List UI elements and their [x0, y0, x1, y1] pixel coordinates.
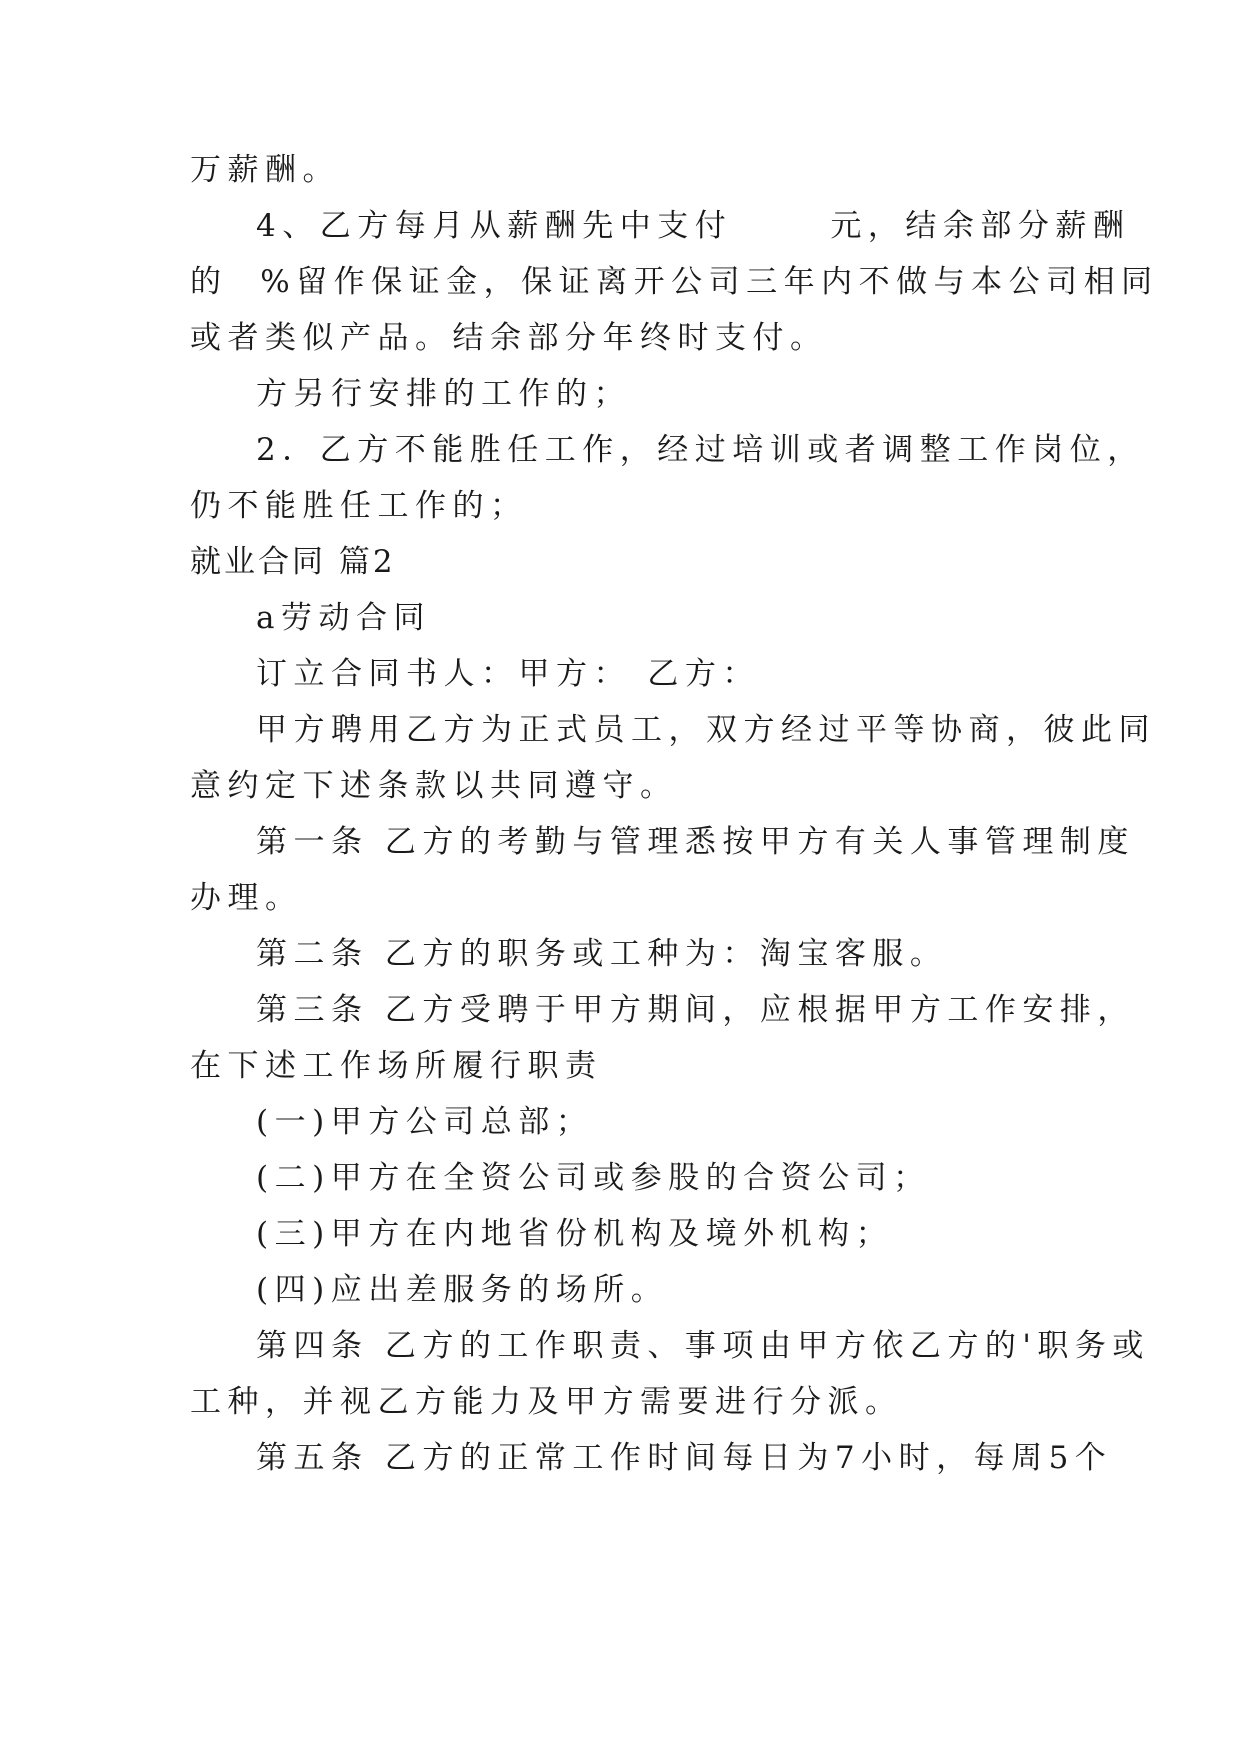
text-line: 在下述工作场所履行职责 [190, 1048, 603, 1084]
text-line: 工种，并视乙方能力及甲方需要进行分派。 [190, 1384, 903, 1420]
text-line: 或者类似产品。结余部分年终时支付。 [190, 320, 828, 356]
section-heading: 就业合同 篇2 [190, 544, 396, 580]
text-line: 第二条 乙方的职务或工种为：淘宝客服。 [256, 936, 948, 972]
text-line: 万薪酬。 [190, 152, 340, 188]
text-line: (四)应出差服务的场所。 [256, 1272, 669, 1308]
text-line: 订立合同书人：甲方： 乙方： [256, 656, 760, 692]
text-line: (二)甲方在全资公司或参股的合资公司； [256, 1160, 931, 1196]
text-line: 第一条 乙方的考勤与管理悉按甲方有关人事管理制度 [256, 824, 1135, 860]
text-line: 第五条 乙方的正常工作时间每日为7小时，每周5个 [256, 1440, 1113, 1476]
text-line: 甲方聘用乙方为正式员工，双方经过平等协商，彼此同 [256, 712, 1156, 748]
text-line: 仍不能胜任工作的； [190, 488, 528, 524]
text-line: 2．乙方不能胜任工作，经过培训或者调整工作岗位， [256, 432, 1145, 468]
text-line: 第三条 乙方受聘于甲方期间，应根据甲方工作安排， [256, 992, 1135, 1028]
text-line: (三)甲方在内地省份机构及境外机构； [256, 1216, 894, 1252]
text-line: 4、乙方每月从薪酬先中支付 元，结余部分薪酬 [256, 208, 1131, 244]
text-line: 的 %留作保证金，保证离开公司三年内不做与本公司相同 [190, 264, 1159, 300]
text-line: 办理。 [190, 880, 303, 916]
text-line: 第四条 乙方的工作职责、事项由甲方依乙方的'职务或 [256, 1328, 1150, 1364]
text-line: (一)甲方公司总部； [256, 1104, 594, 1140]
text-line: a劳动合同 [256, 600, 431, 636]
text-line: 方另行安排的工作的； [256, 376, 631, 412]
text-line: 意约定下述条款以共同遵守。 [190, 768, 678, 804]
